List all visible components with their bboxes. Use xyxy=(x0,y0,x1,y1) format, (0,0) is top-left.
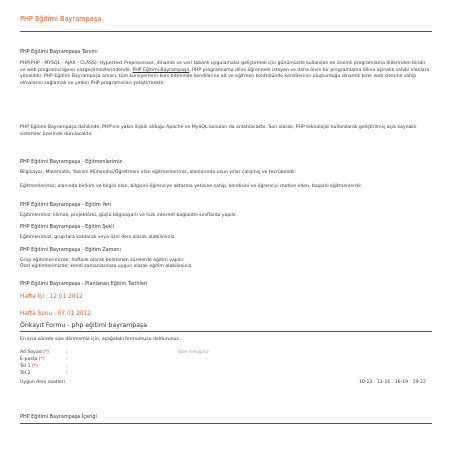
eposta-colon: : xyxy=(66,357,68,362)
tanim-heading: PHP Eğitimi Bayrampaşa Tanımı xyxy=(20,49,98,55)
tanim-paragraph-2: PHP Eğitimi Bayrampaşa dahilinde, PHP'nin yakın ilişkili olduğu Apache ve MySQL konuları da anlatılacaktır. Son olarak, PHP teknolojisi kullanılarak geliştirilmiş açık kaynaklı sistemler üzerinde durulacaktır. xyxy=(20,125,417,137)
zamani-paragraph-2: Özel eğitimlerimizde; kendi zamanlarınıza uygun olarak eğitim alabilirsiniz. xyxy=(20,264,193,269)
time-slot-option[interactable]: 13-16 xyxy=(376,380,391,385)
time-slot-option[interactable]: 16-19 xyxy=(394,380,409,385)
eposta-label-text: E-posta xyxy=(20,357,38,362)
form-title-rule xyxy=(20,331,432,332)
tarihler-heading: PHP Eğitimi Bayrampaşa - Planlanan Eğitim Tarihleri xyxy=(20,281,148,287)
eposta-label xyxy=(20,357,45,364)
hafta-ici-date: Hafta İçi : 12 01 2012 xyxy=(20,294,83,300)
tel-2-label-text: Tel 2 xyxy=(20,371,31,376)
required-marker: (*) xyxy=(31,364,38,369)
tel-1-colon: : xyxy=(66,364,68,369)
ad-soyad-label-text: Ad Soyad xyxy=(20,350,42,355)
egitmen-paragraph-2: Eğitmenlerimiz; alanında birikim ve bilgisi olan, bilgisini öğrenciye aktarma yetisine sahip, kendisini ve öğrenciyi motive eden, başarılı eğitmenlerdir. xyxy=(20,184,363,189)
tanim-text-before: PHP(PHP - MYSQL - AJAX - CLASS): Hypertext Preprocessor, dinamik ve veri tabanlı uygulamalar geliştirmek için günümüzde kullanılan en önemli programlama dillerinden biridir ve web programcılığının vazgeçilmezlerindendir. xyxy=(20,61,426,73)
tel-1-label xyxy=(20,364,38,371)
form-title: Önkayıt Formu - php eğitimi bayrampaşa xyxy=(20,322,148,329)
message-textarea[interactable]: Bize mesajınız xyxy=(178,350,209,355)
egitmen-paragraph-1: Bilgisayar, Matematik, Yazılım Mühendisi/Öğretmeni olan eğitmenlerimiz, alanlarında uzun yıllar çalışmış ve tecrübelidir. xyxy=(20,170,297,175)
hafta-sonu-date: Hafta Sonu : 07 01 2012 xyxy=(20,311,91,317)
yeri-paragraph: Eğitimlerimiz; klimalı, projektörlü, güçlü bilgisayarlı ve hızlı internet bağlantılı sınıflarda yapılır. xyxy=(20,213,237,218)
ad-soyad-colon: : xyxy=(66,350,68,355)
required-marker: (*) xyxy=(38,357,45,362)
icerik-rule xyxy=(20,423,432,424)
zamani-heading: PHP Eğitimi Bayrampaşa - Eğitim Zamanı xyxy=(20,247,121,253)
required-marker: (*) xyxy=(43,350,49,355)
sekli-paragraph: Eğitimlerimizi, grup'lara katılarak veya özel ders olarak alabilirsiniz. xyxy=(20,235,176,240)
tel-2-label xyxy=(20,371,31,378)
page-title[interactable]: PHP Eğitimi Bayrampaşa xyxy=(20,15,102,23)
yeri-heading: PHP Eğitimi Bayrampaşa - Eğitim Yeri xyxy=(20,202,112,208)
icerik-heading: PHP Eğitimi Bayrampaşa İçeriği xyxy=(20,414,97,420)
tanim-text-after: , PHP programlama dilini öğrenmek isteyen ve daha önce bir programlama diline aşinalık sahibi olanlara yöneliktir. PHP Eğitimi Bayrampaşa amacı, tüm kursiyerlerin kurs bitiminde kendilerine ait ve eğitmen kontrolünde kendilerinin oluşturduğu dinamik birer web sitesine sahip olmalarını sağlamak ve yetkin PHP programcıları yetiştirmektir. xyxy=(20,67,430,86)
time-slot-option[interactable]: 19-22 xyxy=(412,380,426,385)
sekli-heading: PHP Eğitimi Bayrampaşa - Eğitim Şekli xyxy=(20,224,114,230)
title-bar xyxy=(20,12,432,32)
hours-label: Uygun ders saatleri xyxy=(20,380,65,385)
time-slot-option[interactable]: 10-13 xyxy=(359,380,373,385)
egitmen-heading: PHP Eğitimi Bayrampaşa - Eğitmenlerimiz xyxy=(20,159,122,165)
zamani-paragraph-1: Grup eğitimlerimizde; haftalık olarak belirlenen sürelerde eğitim yapılır. xyxy=(20,258,185,263)
php-egitimi-link[interactable]: PHP Eğitimi Bayrampaşa xyxy=(132,67,190,73)
tanim-paragraph-1 xyxy=(20,61,432,87)
form-intro: En kısa sürede size dönmemiz için, aşağıdaki formumuzu doldurunuz. xyxy=(20,337,181,342)
tel-1-label-text: Tel 1 xyxy=(20,364,31,369)
ad-soyad-label xyxy=(20,350,49,357)
tel-2-colon: : xyxy=(66,371,68,376)
time-slots xyxy=(359,380,430,387)
